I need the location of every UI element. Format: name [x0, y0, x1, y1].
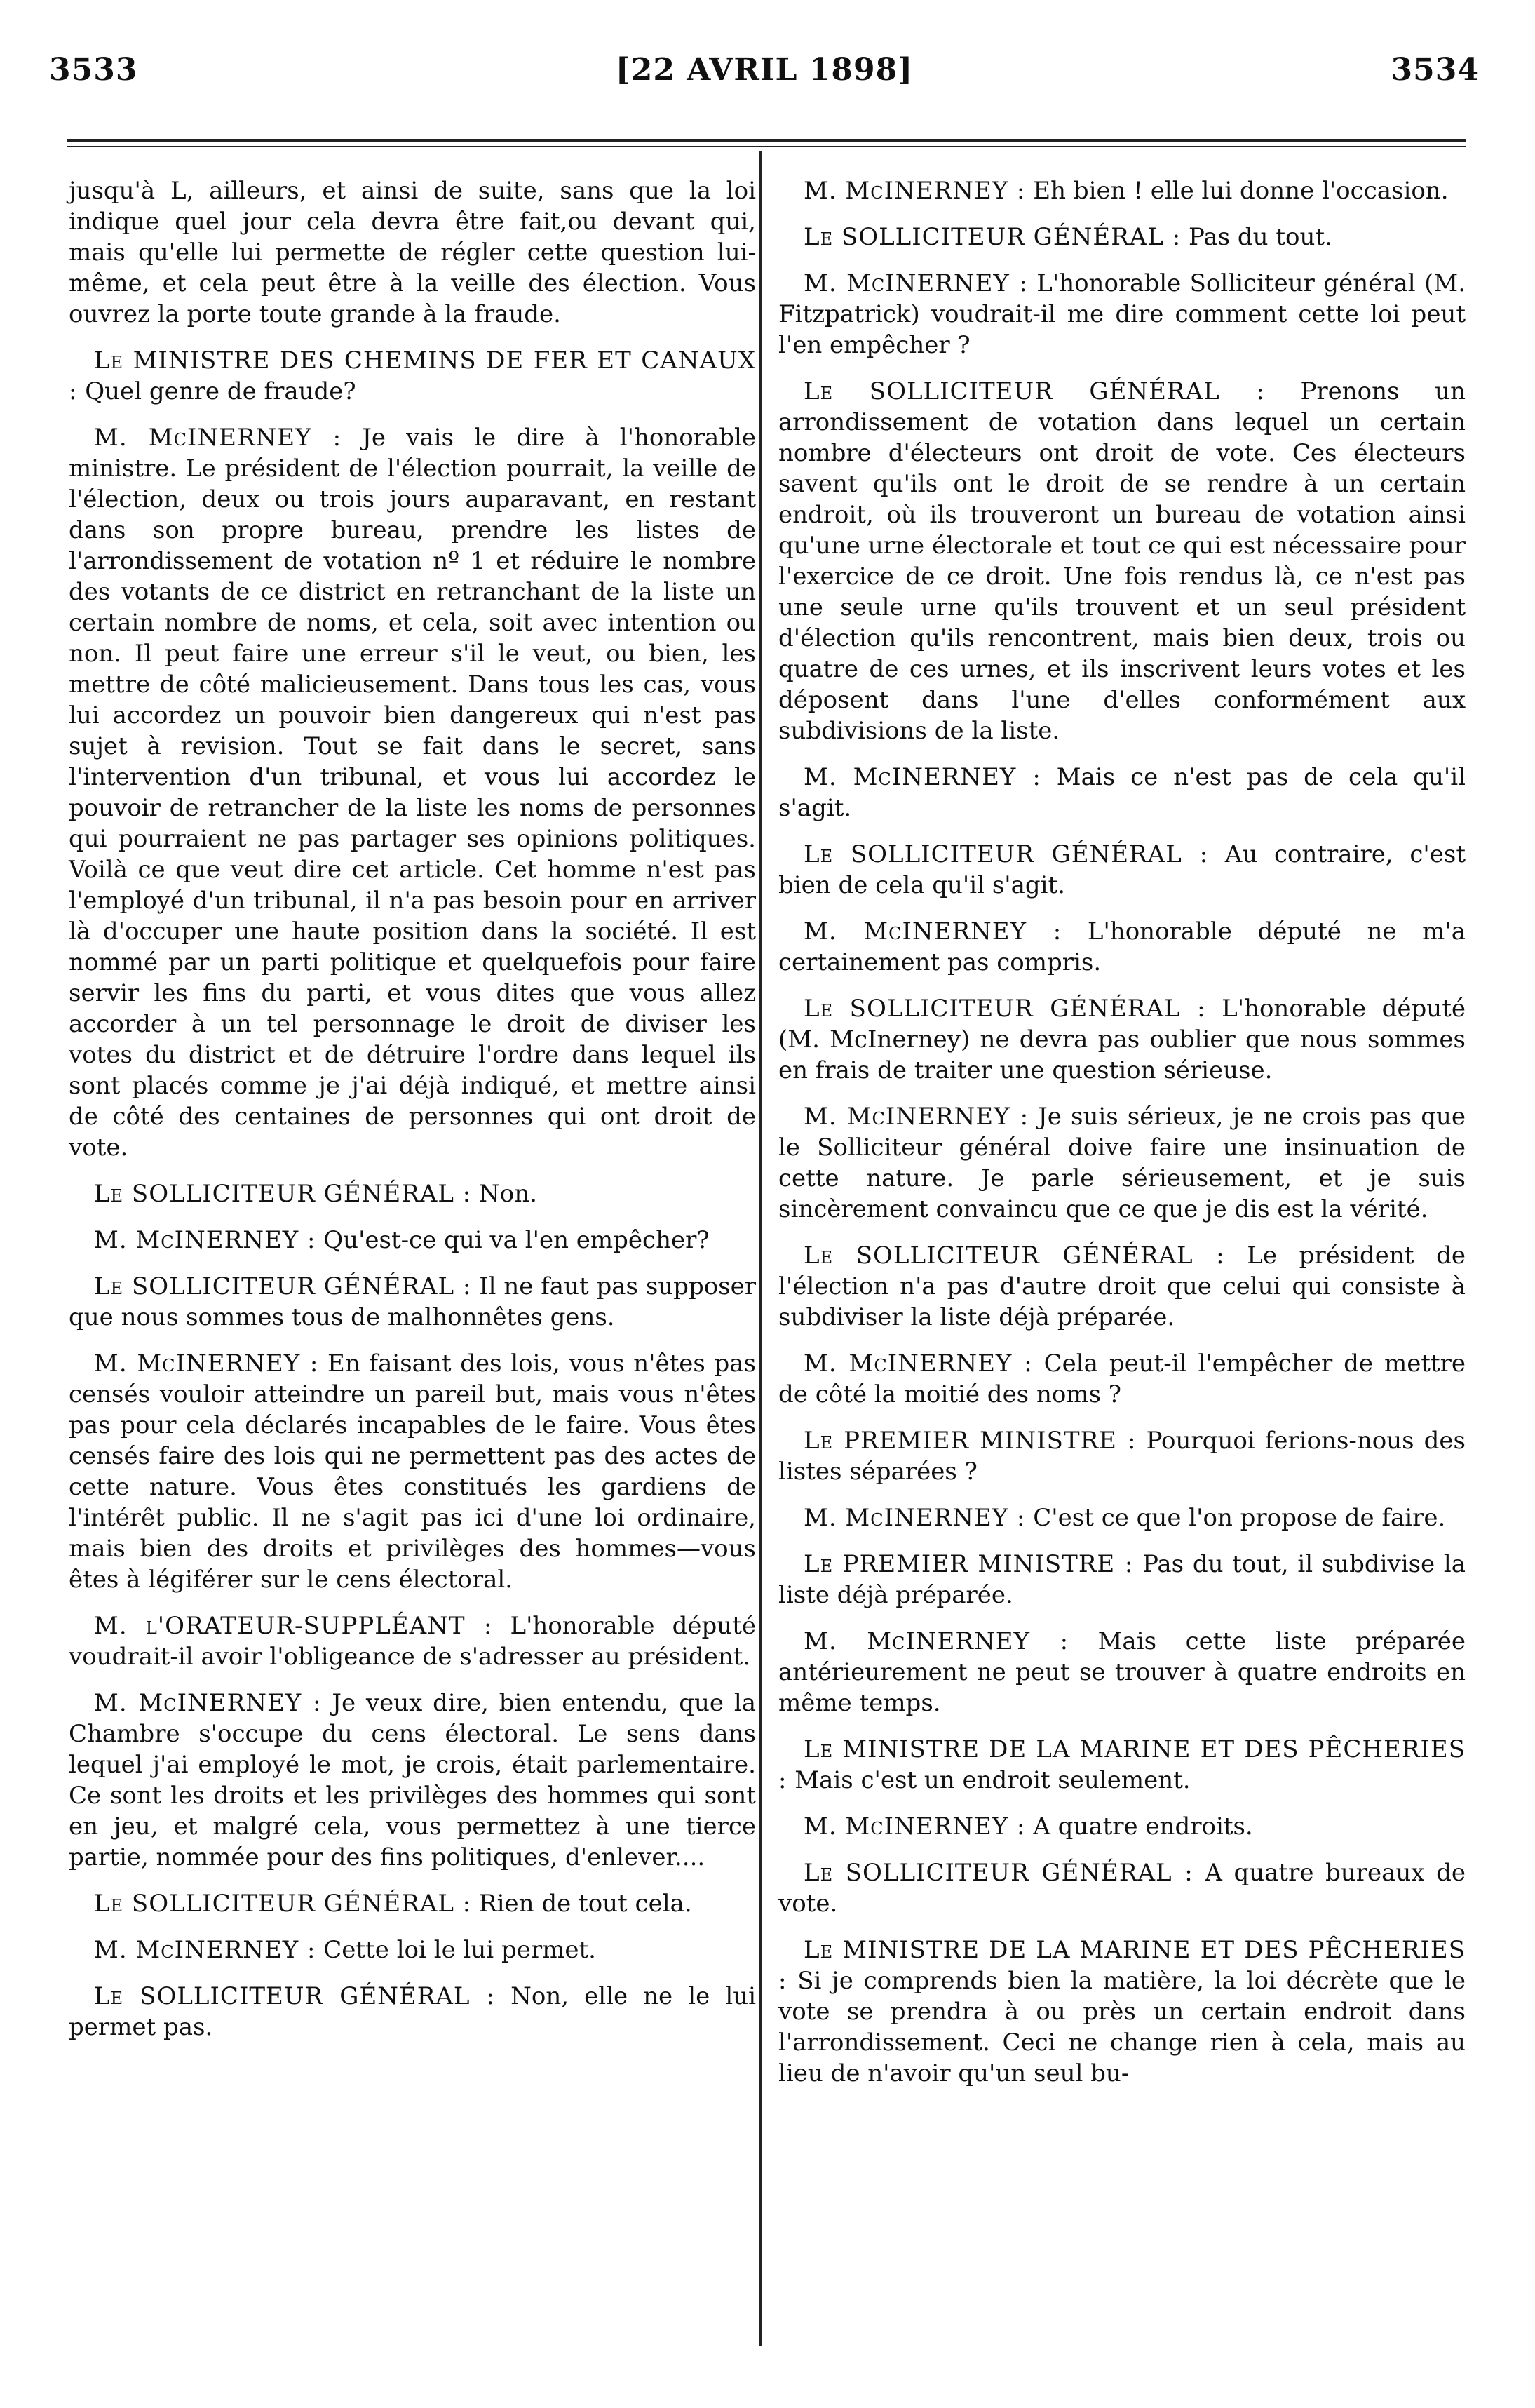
speech-paragraph [69, 1225, 756, 1256]
speech-text: Je veux dire, bien entendu, que la Chambre s'occupe du cens électoral. Le sens dans lequel j'ai employé le mot, je crois, était parlementaire. Ce sont les droits et les privilèges des hommes qui sont en jeu, et malgré cela, vous permettez à une tierce partie, nommée pour des fins politiques, d'enlever.... [69, 1689, 757, 1871]
speaker-name: M. McINERNEY : [804, 1350, 1033, 1378]
speech-paragraph [69, 1688, 756, 1873]
speaker-name: Le PREMIER MINISTRE : [804, 1427, 1137, 1455]
speech-text: Pas du tout. [1189, 223, 1332, 251]
speech-text: Je suis sérieux, je ne crois pas que le Solliciteur général doive faire une insinuation de cette nature. Je parle sérieusement, et je suis sincèrement convaincu que ce que je dis est la vérité. [778, 1103, 1466, 1223]
speech-paragraph [778, 1502, 1466, 1533]
speech-text: Eh bien ! elle lui donne l'occasion. [1033, 177, 1449, 205]
speaker-name: M. l'ORATEUR-SUPPLÉANT : [94, 1612, 493, 1640]
speech-paragraph [778, 1811, 1466, 1842]
speech-paragraph [778, 1626, 1466, 1718]
speaker-name: Le SOLLICITEUR GÉNÉRAL : [94, 1982, 496, 2010]
speaker-name: Le SOLLICITEUR GÉNÉRAL : [94, 1890, 472, 1918]
speech-paragraph [778, 268, 1466, 361]
speech-text: Non. [479, 1180, 537, 1208]
speech-paragraph [778, 222, 1466, 253]
speech-paragraph [69, 1271, 756, 1333]
speech-text: Cette loi le lui permet. [323, 1936, 596, 1964]
page-number-left: 3533 [49, 52, 138, 88]
speaker-name: M. McINERNEY : [94, 1350, 319, 1378]
speech-text: A quatre endroits. [1033, 1812, 1253, 1841]
speech-text: Pourquoi ferions-nous des listes séparées ? [778, 1427, 1466, 1486]
speaker-name: M. McINERNEY : [94, 1689, 322, 1717]
speech-text: Si je comprends bien la matière, la loi décrète que le vote se prendra à ou près un certain endroit dans l'arrondissement. Ceci ne change rien à cela, mais au lieu de n'avoir qu'un seul bu- [778, 1967, 1466, 2087]
speech-paragraph [69, 1178, 756, 1209]
speaker-name: Le PREMIER MINISTRE : [804, 1550, 1134, 1578]
speech-paragraph [69, 1888, 756, 1919]
speech-text: Mais c'est un endroit seulement. [794, 1766, 1191, 1794]
speech-paragraph [69, 1935, 756, 1965]
speech-text: Quel genre de fraude? [85, 377, 356, 405]
speech-text: Prenons un arrondissement de votation dans lequel un certain nombre d'électeurs ont droit de vote. Ces électeurs savent qu'ils ont le droit de se rendre à un certain endroit, où ils trouveront un bureau de votation ainsi qu'une urne électorale et tout ce qui est nécessaire pour l'exercice de ce droit. Une fois rendus là, ce n'est pas une seule urne qu'ils trouvent et un seul président d'élection qu'ils rencontrent, mais bien deux, trois ou quatre de ces urnes, et ils inscrivent leurs votes et les déposent dans l'une d'elles conformément aux subdivisions de la liste. [778, 377, 1466, 745]
speech-paragraph [778, 839, 1466, 901]
right-column [778, 175, 1466, 2104]
speaker-name: Le SOLLICITEUR GÉNÉRAL : [804, 840, 1209, 868]
speaker-name: M. McINERNEY : [804, 917, 1062, 946]
speech-text: Le président de l'élection n'a pas d'autre droit que celui qui consiste à subdiviser la liste déjà préparée. [778, 1242, 1466, 1331]
speech-text: Il ne faut pas supposer que nous sommes tous de malhonnêtes gens. [69, 1272, 756, 1331]
speech-text: Non, elle ne le lui permet pas. [69, 1982, 756, 2041]
speaker-name: M. McINERNEY : [804, 1812, 1026, 1841]
speaker-name: Le SOLLICITEUR GÉNÉRAL : [94, 1180, 472, 1208]
page-header [49, 52, 1480, 108]
speech-paragraph [69, 1348, 756, 1595]
speaker-name: Le MINISTRE DE LA MARINE ET DES PÊCHERIES : [778, 1936, 1466, 1995]
speech-paragraph [69, 422, 756, 1163]
speech-text: Je vais le dire à l'honorable ministre. Le président de l'élection pourrait, la veille de l'élection, deux ou trois jours auparavant, en restant dans son propre bureau, prendre les listes de l'arrondissement de votation nº 1 et réduire le nombre des votants de ce district en retranchant de la liste un certain nombre de noms, et cela, soit avec intention ou non. Il peut faire une erreur s'il le veut, ou bien, les mettre de côté malicieusement. Dans tous les cas, vous lui accordez un pouvoir bien dangereux qui n'est pas sujet à revision. Tout se fait dans le secret, sans l'intervention d'un tribunal, et vous lui accordez le pouvoir de retrancher de la liste les noms de personnes qui pourraient ne pas partager ses opinions politiques. Voilà ce que veut dire cet article. Cet homme n'est pas l'employé d'un tribunal, il n'a pas besoin pour en arriver là d'occuper une haute position dans la société. Il est nommé par un parti politique et quelquefois pour faire servir les fins du parti, et vous dites que vous allez accorder à un tel personnage le droit de diviser les votes du district et de détruire l'ordre dans lequel ils sont placés comme je j'ai déjà indiqué, et mettre ainsi de côté des centaines de personnes qui ont droit de vote. [69, 424, 757, 1162]
left-column [69, 175, 756, 2058]
speech-text: A quatre bureaux de vote. [778, 1859, 1466, 1918]
speech-paragraph [69, 175, 756, 330]
speaker-name: Le SOLLICITEUR GÉNÉRAL : [804, 995, 1206, 1023]
speech-paragraph [778, 175, 1466, 206]
speaker-name: Le SOLLICITEUR GÉNÉRAL : [804, 1859, 1193, 1887]
page-date: [22 AVRIL 1898] [615, 52, 914, 88]
speaker-name: Le SOLLICITEUR GÉNÉRAL : [804, 377, 1265, 405]
speech-paragraph [778, 762, 1466, 823]
speech-text: L'honorable Solliciteur général (M. Fitzpatrick) voudrait-il me dire comment cette loi peut l'en empêcher ? [778, 269, 1466, 359]
speech-text: Rien de tout cela. [479, 1890, 692, 1918]
speaker-name: M. McINERNEY : [804, 269, 1028, 297]
speech-paragraph [778, 916, 1466, 978]
speech-text: Mais ce n'est pas de cela qu'il s'agit. [778, 763, 1466, 822]
speech-text: En faisant des lois, vous n'êtes pas censés vouloir atteindre un pareil but, mais vous n'êtes pas pour cela déclarés incapables de le faire. Vous êtes censés faire des lois qui ne permettent pas des actes de cette nature. Vous êtes constitués les gardiens de l'intérêt public. Il ne s'agit pas ici d'une loi ordinaire, mais bien des droits et privilèges des hommes—vous êtes à légiférer sur le cens électoral. [69, 1350, 757, 1594]
speaker-name: M. McINERNEY : [804, 763, 1041, 791]
speech-text: Mais cette liste préparée antérieurement ne peut se trouver à quatre endroits en même temps. [778, 1627, 1466, 1717]
speech-paragraph [778, 1734, 1466, 1796]
page-number-right: 3534 [1391, 52, 1480, 88]
column-divider [759, 151, 762, 2346]
speaker-name: M. McINERNEY : [94, 424, 342, 452]
speaker-name: M. McINERNEY : [804, 1627, 1069, 1655]
speaker-name: Le SOLLICITEUR GÉNÉRAL : [804, 223, 1182, 251]
speech-text: L'honorable député ne m'a certainement pas compris. [778, 917, 1466, 976]
speech-text: C'est ce que l'on propose de faire. [1033, 1504, 1446, 1532]
speech-paragraph [69, 1981, 756, 2043]
speaker-name: Le MINISTRE DE LA MARINE ET DES PÊCHERIES : [778, 1735, 1466, 1794]
speaker-name: Le SOLLICITEUR GÉNÉRAL : [804, 1242, 1225, 1270]
speaker-name: M. McINERNEY : [94, 1226, 316, 1254]
speech-paragraph [778, 1935, 1466, 2089]
speech-text: jusqu'à L, ailleurs, et ainsi de suite, sans que la loi indique quel jour cela devra être fait,ou devant qui, mais qu'elle lui permette de régler cette question lui-même, et cela peut être à la veille des élection. Vous ouvrez la porte toute grande à la fraude. [69, 177, 756, 328]
speech-text: Au contraire, c'est bien de cela qu'il s'agit. [778, 840, 1466, 899]
speech-text: L'honorable député voudrait-il avoir l'obligeance de s'adresser au président. [69, 1612, 756, 1671]
speaker-name: M. McINERNEY : [804, 177, 1026, 205]
speaker-name: M. McINERNEY : [804, 1103, 1029, 1131]
speech-paragraph [778, 1857, 1466, 1919]
speech-paragraph [69, 1610, 756, 1672]
header-rule-thin [67, 146, 1466, 147]
speech-paragraph [778, 1101, 1466, 1225]
speech-text: L'honorable député (M. McInerney) ne devra pas oublier que nous sommes en frais de traiter une question sérieuse. [778, 995, 1466, 1084]
speech-text: Cela peut-il l'empêcher de mettre de côté la moitié des noms ? [778, 1350, 1466, 1408]
speech-text: Pas du tout, il subdivise la liste déjà préparée. [778, 1550, 1466, 1609]
speech-paragraph [778, 1348, 1466, 1410]
speech-text: Qu'est-ce qui va l'en empêcher? [323, 1226, 710, 1254]
speaker-name: M. McINERNEY : [804, 1504, 1026, 1532]
speech-paragraph [778, 993, 1466, 1086]
speech-paragraph [778, 1240, 1466, 1333]
speaker-name: M. McINERNEY : [94, 1936, 316, 1964]
speech-paragraph [778, 1425, 1466, 1487]
speech-paragraph [69, 345, 756, 407]
speaker-name: Le SOLLICITEUR GÉNÉRAL : [94, 1272, 472, 1300]
speaker-name: Le MINISTRE DES CHEMINS DE FER ET CANAUX : [69, 347, 756, 405]
header-rule-thick [67, 139, 1466, 142]
speech-paragraph [778, 1549, 1466, 1610]
speech-paragraph [778, 376, 1466, 746]
